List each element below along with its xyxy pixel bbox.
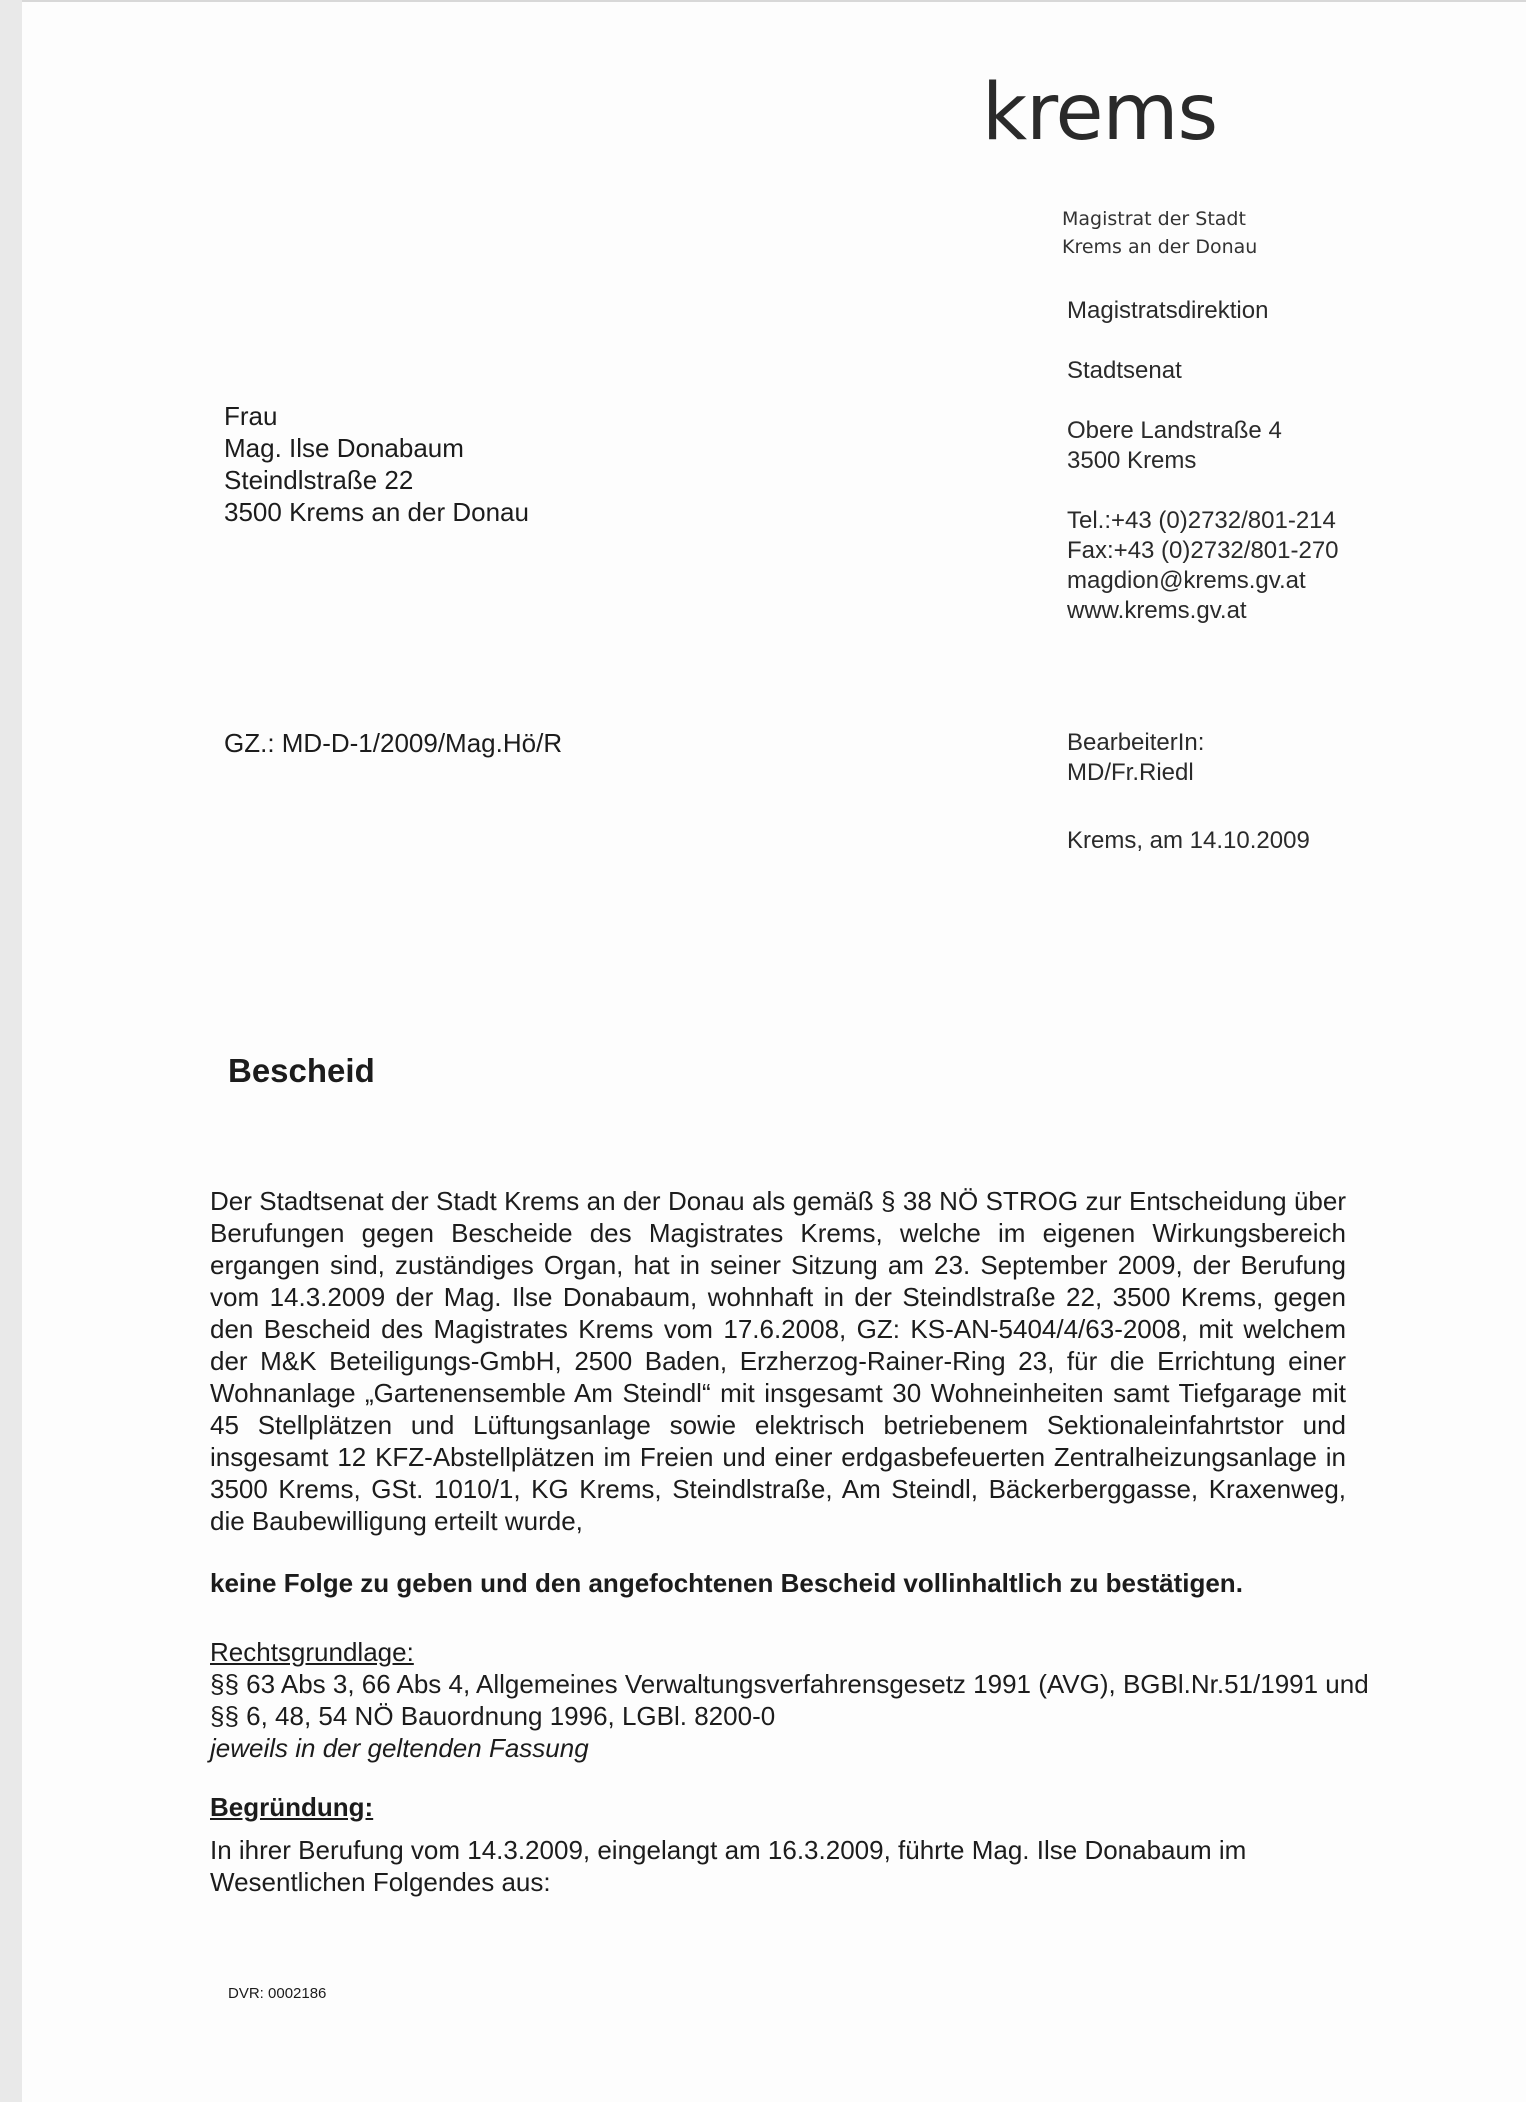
legal-basis-block	[210, 1636, 1369, 1764]
main-paragraph: Der Stadtsenat der Stadt Krems an der Donau als gemäß § 38 NÖ STROG zur Entscheidung über Berufungen gegen Bescheide des Magistrates Krems, welche im eigenen Wirkungsbereich ergangen sind, zuständiges Organ, hat in seiner Sitzung am 23. September 2009, der Berufung vom 14.3.2009 der Mag. Ilse Donabaum, wohnhaft in der Steindlstraße 22, 3500 Krems, gegen den Bescheid des Magistrates Krems vom 17.6.2008, GZ: KS-AN-5404/4/63-2008, mit welchem der M&K Beteiligungs-GmbH, 2500 Baden, Erzherzog-Rainer-Ring 23, für die Errichtung einer Wohnanlage „Gartenensemble Am Steindl“ mit insgesamt 30 Wohneinheiten samt Tiefgarage mit 45 Stellplätzen und Lüftungsanlage sowie elektrisch betriebenem Sektionaleinfahrtstor und insgesamt 12 KFZ-Abstellplätzen im Freien und einer erdgasbefeuerten Zentralheizungsanlage in 3500 Krems, GSt. 1010/1, KG Krems, Steindlstraße, Am Steindl, Bäckerberggasse, Kraxenweg, die Baubewilligung erteilt wurde,	[210, 1186, 1346, 1536]
handler-block	[1067, 728, 1204, 788]
sender-email: magdion@krems.gv.at	[1067, 567, 1306, 594]
sender-unit: Stadtsenat	[1067, 357, 1182, 384]
sender-city: 3500 Krems	[1067, 447, 1197, 474]
logo-subtitle-line2: Krems an der Donau	[1062, 236, 1258, 258]
legal-basis-line3: jeweils in der geltenden Fassung	[210, 1733, 589, 1763]
document-title: Bescheid	[228, 1052, 375, 1089]
sender-tel: Tel.:+43 (0)2732/801-214	[1067, 507, 1336, 534]
letter-date: Krems, am 14.10.2009	[1067, 827, 1310, 854]
logo-subtitle-line1: Magistrat der Stadt	[1062, 208, 1246, 230]
reasoning-intro: In ihrer Berufung vom 14.3.2009, eingelangt am 16.3.2009, führte Mag. Ilse Donabaum im Wesentlichen Folgendes aus:	[210, 1835, 1247, 1897]
logo-subtitle	[1062, 205, 1257, 261]
reference-number: GZ.: MD-D-1/2009/Mag.Hö/R	[224, 728, 563, 758]
sender-street: Obere Landstraße 4	[1067, 417, 1282, 444]
handler-label: BearbeiterIn:	[1067, 729, 1205, 756]
dvr-number: DVR: 0002186	[228, 1985, 327, 2002]
recipient-street: Steindlstraße 22	[224, 465, 414, 495]
recipient-city: 3500 Krems an der Donau	[224, 497, 529, 527]
legal-basis-line1: §§ 63 Abs 3, 66 Abs 4, Allgemeines Verwaltungsverfahrensgesetz 1991 (AVG), BGBl.Nr.51/1991 und	[210, 1669, 1369, 1699]
handler-name: MD/Fr.Riedl	[1067, 759, 1194, 786]
recipient-name: Mag. Ilse Donabaum	[224, 433, 464, 463]
legal-basis-line2: §§ 6, 48, 54 NÖ Bauordnung 1996, LGBl. 8200-0	[210, 1701, 776, 1731]
krems-logo: krems	[982, 68, 1218, 158]
sender-address	[1067, 416, 1282, 476]
sender-fax: Fax:+43 (0)2732/801-270	[1067, 537, 1339, 564]
sender-contact	[1067, 506, 1339, 626]
decision-statement: keine Folge zu geben und den angefochtenen Bescheid vollinhaltlich zu bestätigen.	[210, 1568, 1243, 1598]
letter-page	[22, 0, 1526, 2102]
sender-web: www.krems.gv.at	[1067, 597, 1247, 624]
recipient-address	[224, 400, 529, 528]
sender-department: Magistratsdirektion	[1067, 297, 1269, 324]
reasoning-heading: Begründung:	[210, 1792, 374, 1822]
legal-basis-heading: Rechtsgrundlage:	[210, 1637, 414, 1667]
recipient-salutation: Frau	[224, 401, 278, 431]
